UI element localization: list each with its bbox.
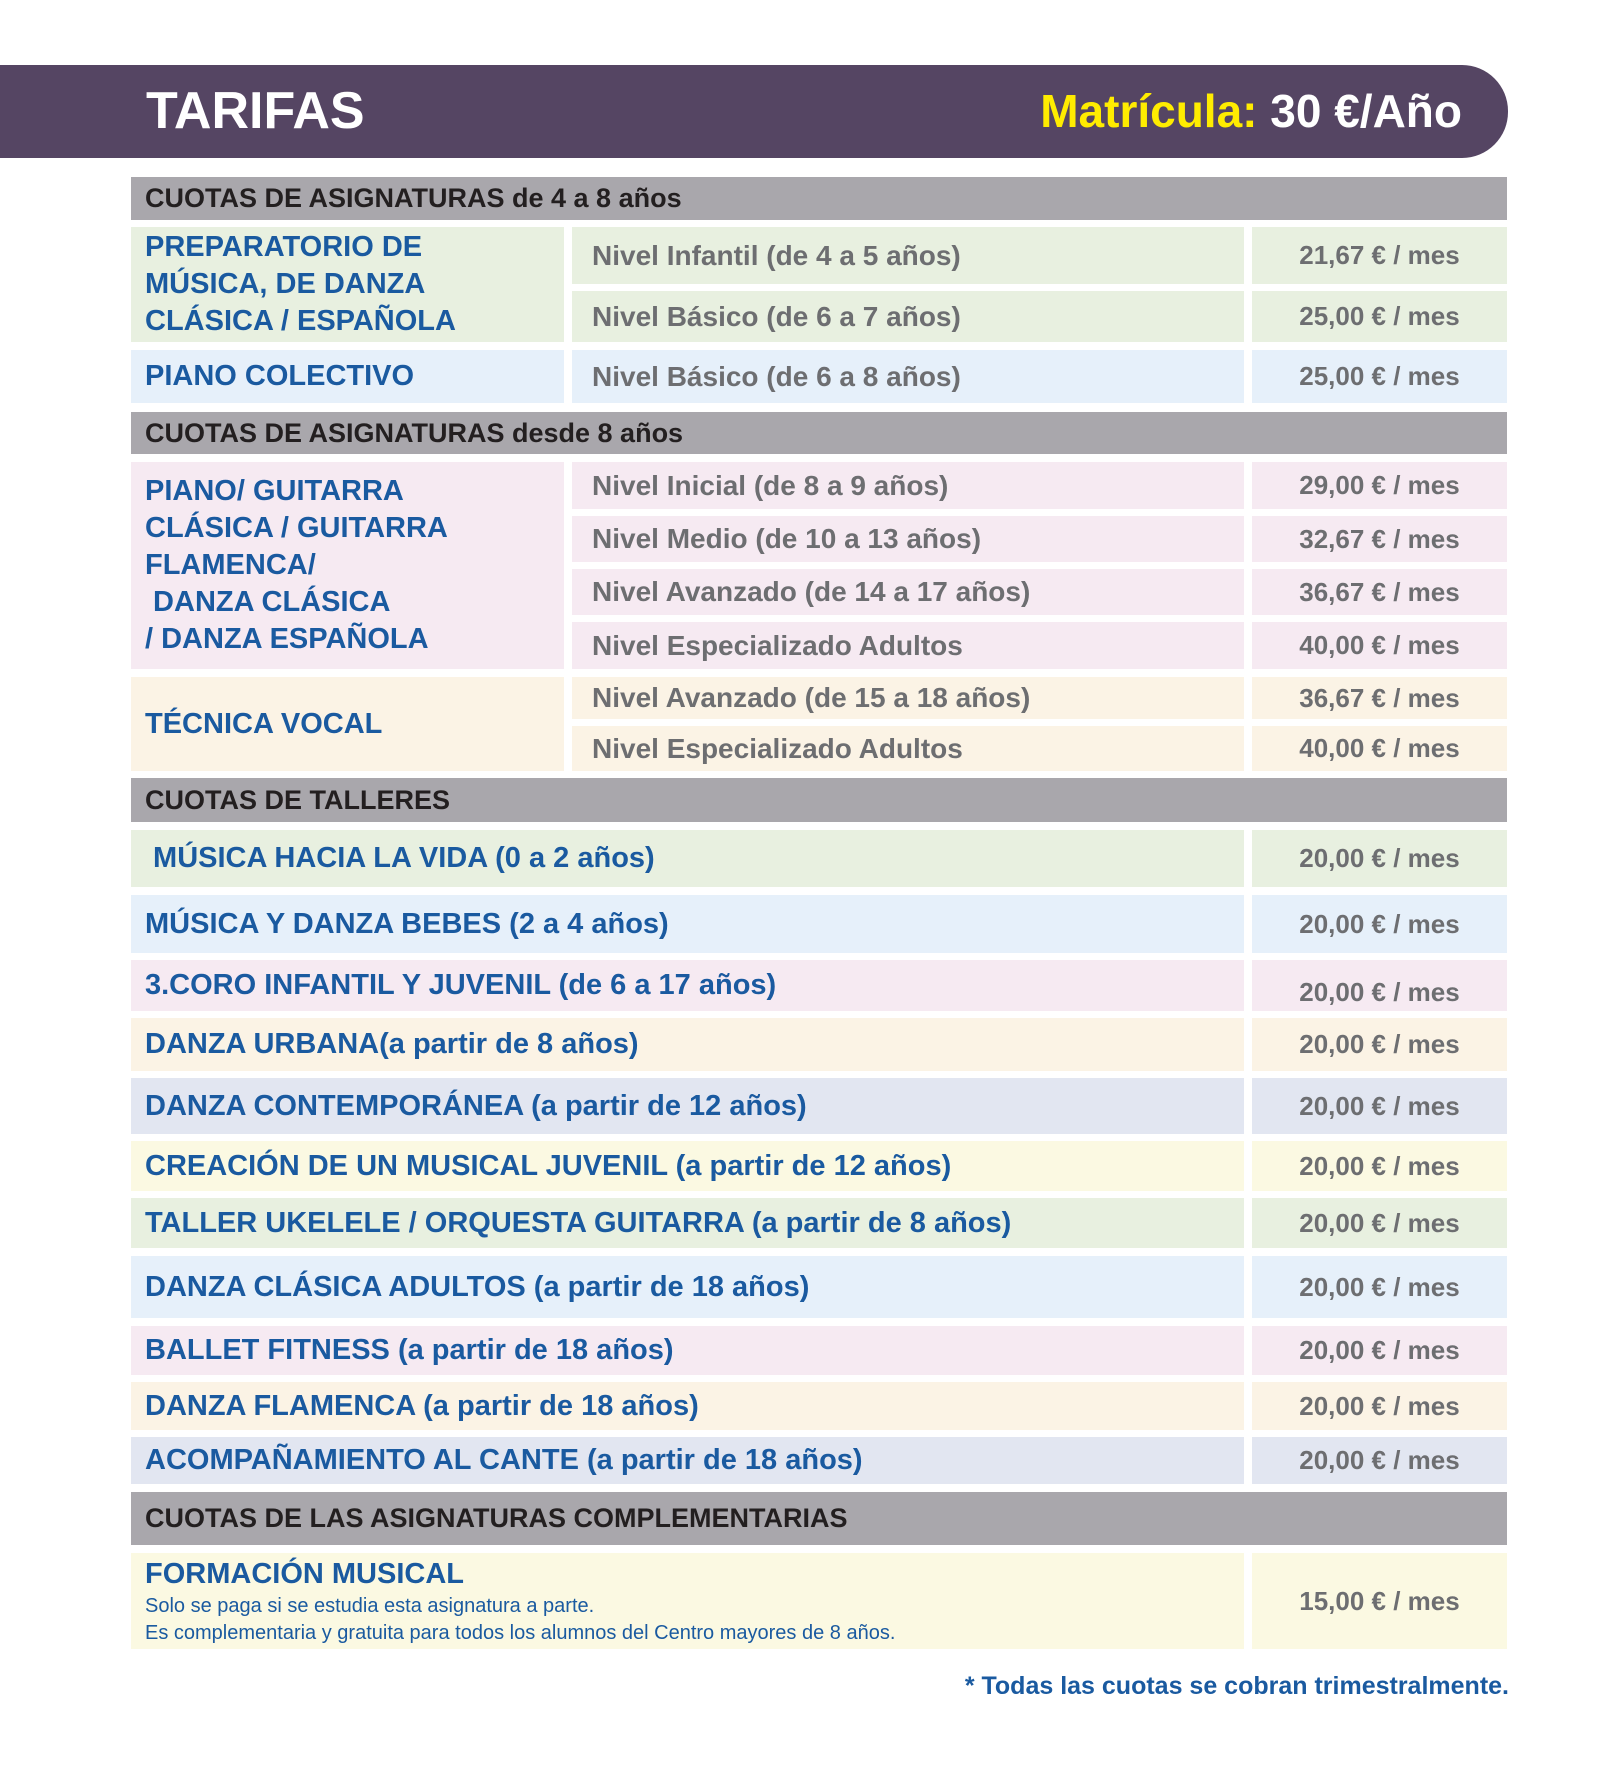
level-cell: Nivel Básico (de 6 a 8 años) xyxy=(572,350,1244,403)
section-header-complementarias: CUOTAS DE LAS ASIGNATURAS COMPLEMENTARIAS xyxy=(131,1492,1507,1545)
section-header-4-8: CUOTAS DE ASIGNATURAS de 4 a 8 años xyxy=(131,177,1507,220)
price-cell: 15,00 € / mes xyxy=(1252,1553,1507,1649)
header-banner xyxy=(0,65,1508,158)
category-line: FLAMENCA/ xyxy=(145,549,316,581)
taller-row: CREACIÓN DE UN MUSICAL JUVENIL (a partir de 12 años) xyxy=(131,1141,1244,1191)
category-line: DANZA CLÁSICA xyxy=(145,586,391,618)
fee-value: 30 €/Año xyxy=(1257,85,1462,137)
price-cell: 36,67 € / mes xyxy=(1252,569,1507,615)
taller-row: 3.CORO INFANTIL Y JUVENIL (de 6 a 17 años) xyxy=(131,960,1244,1011)
price-cell: 20,00 € / mes xyxy=(1252,830,1507,887)
taller-row: TALLER UKELELE / ORQUESTA GUITARRA (a partir de 8 años) xyxy=(131,1198,1244,1248)
level-cell: Nivel Especializado Adultos xyxy=(572,726,1244,771)
price-cell: 20,00 € / mes xyxy=(1252,1141,1507,1191)
level-cell: Nivel Infantil (de 4 a 5 años) xyxy=(572,227,1244,284)
price-cell: 20,00 € / mes xyxy=(1252,1437,1507,1484)
category-line: PIANO/ GUITARRA xyxy=(145,475,404,507)
price-cell: 21,67 € / mes xyxy=(1252,227,1507,284)
fee-label: Matrícula: xyxy=(1040,85,1258,137)
complementaria-note: Es complementaria y gratuita para todos los alumnos del Centro mayores de 8 años. xyxy=(145,1621,896,1644)
price-cell: 25,00 € / mes xyxy=(1252,350,1507,403)
category-instruments xyxy=(131,462,564,669)
complementaria-row xyxy=(131,1553,1244,1649)
taller-row: ACOMPAÑAMIENTO AL CANTE (a partir de 18 años) xyxy=(131,1437,1244,1484)
price-cell: 29,00 € / mes xyxy=(1252,462,1507,509)
price-cell: 40,00 € / mes xyxy=(1252,622,1507,669)
taller-row: BALLET FITNESS (a partir de 18 años) xyxy=(131,1326,1244,1375)
price-cell: 20,00 € / mes xyxy=(1252,960,1507,1011)
level-cell: Nivel Inicial (de 8 a 9 años) xyxy=(572,462,1244,509)
taller-row: MÚSICA HACIA LA VIDA (0 a 2 años) xyxy=(131,830,1244,887)
complementaria-note: Solo se paga si se estudia esta asignatura a parte. xyxy=(145,1594,595,1617)
section-header-8-plus: CUOTAS DE ASIGNATURAS desde 8 años xyxy=(131,412,1507,454)
price-cell: 32,67 € / mes xyxy=(1252,516,1507,562)
category-line: / DANZA ESPAÑOLA xyxy=(145,623,429,655)
complementaria-name: FORMACIÓN MUSICAL xyxy=(145,1557,464,1590)
category-piano-colectivo: PIANO COLECTIVO xyxy=(131,350,564,403)
price-cell: 20,00 € / mes xyxy=(1252,1256,1507,1318)
level-cell: Nivel Especializado Adultos xyxy=(572,622,1244,669)
price-cell: 40,00 € / mes xyxy=(1252,726,1507,771)
price-cell: 20,00 € / mes xyxy=(1252,895,1507,953)
price-cell: 20,00 € / mes xyxy=(1252,1018,1507,1071)
price-cell: 20,00 € / mes xyxy=(1252,1326,1507,1375)
page-title: TARIFAS xyxy=(146,82,365,140)
category-tecnica-vocal: TÉCNICA VOCAL xyxy=(131,677,564,771)
price-cell: 20,00 € / mes xyxy=(1252,1078,1507,1134)
price-cell: 20,00 € / mes xyxy=(1252,1382,1507,1430)
registration-fee xyxy=(1040,79,1462,143)
section-header-talleres: CUOTAS DE TALLERES xyxy=(131,778,1507,822)
level-cell: Nivel Medio (de 10 a 13 años) xyxy=(572,516,1244,562)
category-line: CLÁSICA / ESPAÑOLA xyxy=(145,305,456,337)
taller-row: DANZA CLÁSICA ADULTOS (a partir de 18 años) xyxy=(131,1256,1244,1318)
taller-row: MÚSICA Y DANZA BEBES (2 a 4 años) xyxy=(131,895,1244,953)
level-cell: Nivel Básico (de 6 a 7 años) xyxy=(572,291,1244,342)
price-cell: 25,00 € / mes xyxy=(1252,291,1507,342)
category-line: MÚSICA, DE DANZA xyxy=(145,268,426,300)
level-cell: Nivel Avanzado (de 14 a 17 años) xyxy=(572,569,1244,615)
taller-row: DANZA FLAMENCA (a partir de 18 años) xyxy=(131,1382,1244,1430)
price-cell: 36,67 € / mes xyxy=(1252,677,1507,719)
price-cell: 20,00 € / mes xyxy=(1252,1198,1507,1248)
category-line: CLÁSICA / GUITARRA xyxy=(145,512,448,544)
taller-row: DANZA CONTEMPORÁNEA (a partir de 12 años) xyxy=(131,1078,1244,1134)
footnote: * Todas las cuotas se cobran trimestralmente. xyxy=(964,1672,1509,1700)
level-cell: Nivel Avanzado (de 15 a 18 años) xyxy=(572,677,1244,719)
category-preparatorio xyxy=(131,227,564,342)
taller-row: DANZA URBANA(a partir de 8 años) xyxy=(131,1018,1244,1071)
category-line: PREPARATORIO DE xyxy=(145,231,423,263)
